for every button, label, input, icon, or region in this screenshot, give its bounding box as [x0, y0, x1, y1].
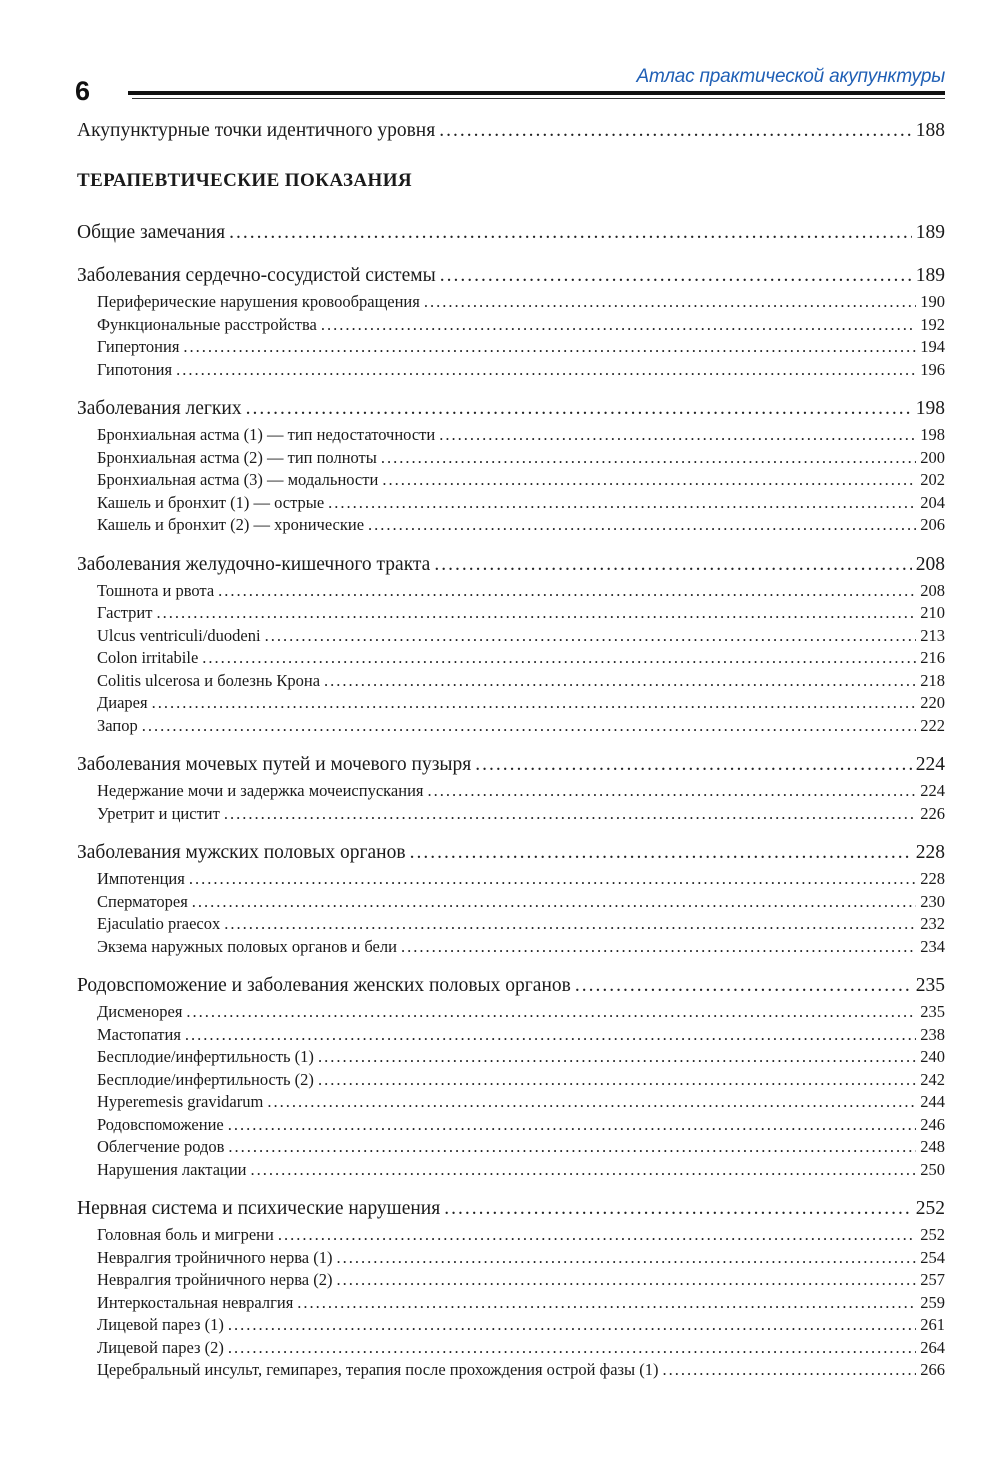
toc-subentry-title: Кашель и бронхит (2) — хронические: [97, 515, 365, 534]
table-of-contents: [77, 116, 945, 1382]
toc-subentry[interactable]: [77, 1247, 945, 1270]
toc-group: [77, 838, 945, 958]
dot-leader: [434, 550, 911, 580]
page-header: [0, 0, 1000, 110]
toc-subentry-title: Бронхиальная астма (2) — тип полноты: [97, 447, 377, 467]
toc-subentry-title: Colon irritabile: [97, 648, 199, 667]
toc-subentry-title: Периферические нарушения кровообращения: [97, 292, 420, 311]
dot-leader: [202, 647, 916, 670]
toc-subentry[interactable]: [77, 715, 945, 738]
dot-leader: [444, 1194, 912, 1224]
toc-subentry-page: 226: [920, 803, 945, 823]
group-spacer: [77, 381, 945, 394]
toc-subentry-title: Невралгия тройничного нерва (2): [97, 1270, 333, 1289]
toc-subentry-page: 192: [920, 314, 945, 334]
toc-chapter-entry[interactable]: [77, 1194, 945, 1224]
toc-chapter-entry[interactable]: [77, 750, 945, 780]
dot-leader: [251, 1159, 917, 1182]
dot-leader: [321, 314, 916, 337]
toc-subentry-title: Дисменорея: [97, 1002, 183, 1021]
toc-subentry-title: Невралгия тройничного нерва (1): [97, 1247, 333, 1267]
toc-subentry[interactable]: [77, 314, 945, 337]
toc-groups: [77, 218, 945, 1382]
dot-leader: [224, 913, 916, 936]
toc-subentry-title: Бронхиальная астма (3) — модальности: [97, 470, 379, 489]
toc-subentry[interactable]: [77, 1001, 945, 1024]
toc-subentry[interactable]: [77, 336, 945, 359]
toc-subentry[interactable]: [77, 1069, 945, 1092]
dot-leader: [297, 1292, 916, 1315]
toc-subentry-title: Ulcus ventriculi/duodeni: [97, 625, 261, 645]
header-rule-thick: [128, 91, 945, 95]
dot-leader: [336, 1269, 916, 1292]
toc-subentry-page: 230: [920, 891, 945, 911]
toc-subentry-page: 218: [920, 670, 945, 690]
toc-chapter-entry-page: 198: [915, 398, 945, 419]
toc-subentry-title: Тошнота и рвота: [97, 580, 215, 600]
toc-subentry[interactable]: [77, 913, 945, 936]
dot-leader: [428, 780, 917, 803]
toc-subentry[interactable]: [77, 514, 945, 537]
toc-group: [77, 750, 945, 825]
toc-subentry[interactable]: [77, 580, 945, 603]
toc-subentry-page: 224: [920, 781, 945, 800]
toc-subentry-page: 246: [920, 1114, 945, 1134]
toc-subentry[interactable]: [77, 625, 945, 648]
toc-subentry[interactable]: [77, 424, 945, 447]
toc-chapter-entry-page: 208: [915, 553, 945, 575]
toc-subentry-title: Запор: [97, 715, 138, 735]
toc-subentry-page: 190: [920, 292, 945, 311]
toc-subentry-page: 250: [920, 1159, 945, 1179]
toc-entry-page: 188: [915, 120, 945, 141]
toc-chapter-entry-page: 189: [915, 222, 945, 243]
dot-leader: [156, 602, 916, 625]
group-spacer: [77, 248, 945, 261]
toc-entry-title: Акупунктурные точки идентичного уровня: [77, 120, 436, 141]
dot-leader: [318, 1046, 916, 1069]
group-spacer: [77, 825, 945, 838]
dot-leader: [183, 336, 916, 359]
toc-chapter-entry[interactable]: [77, 218, 945, 248]
dot-leader: [228, 1136, 916, 1159]
toc-subentry[interactable]: [77, 1314, 945, 1337]
group-spacer: [77, 958, 945, 971]
toc-chapter-entry-title: Заболевания легких: [77, 398, 242, 419]
dot-leader: [439, 116, 912, 146]
toc-subentry[interactable]: [77, 1359, 945, 1382]
dot-leader: [318, 1069, 916, 1092]
toc-chapter-entry[interactable]: [77, 838, 945, 868]
dot-leader: [224, 803, 916, 826]
dot-leader: [176, 359, 916, 382]
toc-subentry-page: 198: [920, 425, 945, 444]
group-spacer: [77, 1181, 945, 1194]
book-title: Атлас практической акупунктуры: [636, 66, 945, 87]
toc-subentry[interactable]: [77, 936, 945, 959]
toc-subentry-page: 240: [920, 1047, 945, 1066]
toc-subentry-page: 232: [920, 914, 945, 933]
dot-leader: [228, 1114, 917, 1137]
dot-leader: [228, 1314, 916, 1337]
toc-subentry[interactable]: [77, 1046, 945, 1069]
dot-leader: [152, 692, 917, 715]
group-spacer: [77, 537, 945, 550]
toc-subentry-title: Hyperemesis gravidarum: [97, 1092, 264, 1111]
toc-subentry-page: 248: [920, 1137, 945, 1156]
dot-leader: [186, 1001, 916, 1024]
toc-subentry-page: 254: [920, 1247, 945, 1267]
toc-subentry[interactable]: [77, 602, 945, 625]
toc-subentry-page: 252: [920, 1225, 945, 1244]
dot-leader: [189, 868, 916, 891]
toc-subentry[interactable]: [77, 469, 945, 492]
toc-subentry-page: 194: [920, 337, 945, 356]
toc-group: [77, 1194, 945, 1382]
toc-subentry[interactable]: [77, 447, 945, 470]
toc-subentry-title: Кашель и бронхит (1) — острые: [97, 492, 325, 512]
toc-subentry[interactable]: [77, 492, 945, 515]
dot-leader: [663, 1359, 917, 1382]
toc-subentry-page: 264: [920, 1337, 945, 1357]
toc-subentry-title: Бесплодие/инфертильность (2): [97, 1069, 314, 1089]
toc-subentry-title: Уретрит и цистит: [97, 803, 220, 823]
toc-subentry-title: Импотенция: [97, 869, 185, 888]
toc-chapter-entry-title: Заболевания мочевых путей и мочевого пузыря: [77, 754, 472, 775]
toc-subentry-page: 196: [920, 359, 945, 379]
toc-subentry-title: Ejaculatio praecox: [97, 914, 221, 933]
toc-subentry[interactable]: [77, 1292, 945, 1315]
toc-chapter-entry-title: Общие замечания: [77, 222, 226, 243]
toc-chapter-entry-page: 224: [915, 754, 945, 775]
toc-subentry-page: 259: [920, 1292, 945, 1312]
dot-leader: [218, 580, 916, 603]
dot-leader: [410, 838, 912, 868]
dot-leader: [439, 424, 916, 447]
toc-group: [77, 218, 945, 248]
dot-leader: [368, 514, 916, 537]
dot-leader: [575, 971, 912, 1001]
toc-subentry-title: Родовспоможение: [97, 1114, 224, 1134]
toc-group: [77, 971, 945, 1181]
toc-subentry-title: Гипотония: [97, 359, 173, 379]
toc-subentry-title: Мастопатия: [97, 1024, 181, 1044]
group-spacer: [77, 737, 945, 750]
section-heading: ТЕРАПЕВТИЧЕСКИЕ ПОКАЗАНИЯ: [77, 170, 413, 191]
dot-leader: [336, 1247, 916, 1270]
toc-subentry[interactable]: [77, 670, 945, 693]
toc-subentry-page: 204: [920, 492, 945, 512]
toc-subentry-page: 213: [920, 625, 945, 645]
toc-chapter-entry[interactable]: [77, 261, 945, 291]
toc-subentry[interactable]: [77, 891, 945, 914]
toc-chapter-entry[interactable]: [77, 971, 945, 1001]
toc-subentry-title: Недержание мочи и задержка мочеиспускания: [97, 781, 424, 800]
dot-leader: [229, 218, 912, 248]
dot-leader: [278, 1224, 916, 1247]
toc-subentry[interactable]: [77, 1024, 945, 1047]
dot-leader: [324, 670, 916, 693]
toc-chapter-entry-page: 228: [915, 842, 945, 863]
toc-chapter-entry-title: Родовспоможение и заболевания женских половых органов: [77, 975, 571, 996]
toc-subentry-title: Диарея: [97, 693, 148, 712]
dot-leader: [440, 261, 912, 291]
toc-subentry[interactable]: [77, 1337, 945, 1360]
toc-subentry-title: Церебральный инсульт, гемипарез, терапия после прохождения острой фазы (1): [97, 1360, 659, 1379]
dot-leader: [267, 1091, 916, 1114]
toc-subentry[interactable]: [77, 1269, 945, 1292]
toc-subentry[interactable]: [77, 803, 945, 826]
dot-leader: [381, 447, 916, 470]
page-number: 6: [75, 76, 91, 106]
toc-subentry[interactable]: [77, 1136, 945, 1159]
toc-subentry-title: Облегчение родов: [97, 1137, 225, 1156]
toc-subentry-page: 222: [920, 715, 945, 735]
toc-subentry-page: 202: [920, 470, 945, 489]
dot-leader: [265, 625, 917, 648]
toc-subentry[interactable]: [77, 692, 945, 715]
toc-subentry-page: 238: [920, 1024, 945, 1044]
toc-subentry-page: 261: [920, 1315, 945, 1334]
toc-subentry-title: Лицевой парез (2): [97, 1337, 224, 1357]
dot-leader: [246, 394, 912, 424]
toc-subentry-page: 228: [920, 869, 945, 888]
toc-subentry-page: 244: [920, 1092, 945, 1111]
toc-subentry-title: Головная боль и мигрени: [97, 1225, 274, 1244]
toc-subentry-title: Лицевой парез (1): [97, 1315, 224, 1334]
toc-chapter-entry-page: 252: [915, 1198, 945, 1219]
toc-subentry-page: 234: [920, 936, 945, 956]
toc-chapter-entry-page: 235: [915, 975, 945, 996]
toc-subentry[interactable]: [77, 359, 945, 382]
toc-subentry[interactable]: [77, 647, 945, 670]
toc-chapter-entry[interactable]: [77, 550, 945, 580]
dot-leader: [382, 469, 916, 492]
toc-chapter-entry-page: 189: [915, 265, 945, 286]
toc-subentry-title: Функциональные расстройства: [97, 314, 317, 334]
dot-leader: [192, 891, 916, 914]
toc-subentry-title: Экзема наружных половых органов и бели: [97, 936, 397, 956]
toc-subentry[interactable]: [77, 1224, 945, 1247]
toc-subentry-page: 220: [920, 693, 945, 712]
toc-group: [77, 394, 945, 537]
toc-subentry-title: Гипертония: [97, 337, 180, 356]
toc-subentry-page: 266: [920, 1360, 945, 1379]
toc-subentry-page: 206: [920, 515, 945, 534]
toc-subentry-title: Сперматорея: [97, 891, 188, 911]
toc-chapter-entry-title: Заболевания желудочно-кишечного тракта: [77, 553, 431, 575]
dot-leader: [424, 291, 916, 314]
toc-chapter-entry-title: Заболевания мужских половых органов: [77, 842, 406, 863]
toc-subentry-title: Интеркостальная невралгия: [97, 1292, 294, 1312]
toc-subentry-title: Бронхиальная астма (1) — тип недостаточности: [97, 425, 436, 444]
header-rule-thin: [132, 98, 945, 99]
toc-subentry-title: Гастрит: [97, 603, 153, 622]
toc-subentry-page: 210: [920, 603, 945, 622]
toc-chapter-entry[interactable]: [77, 394, 945, 424]
toc-subentry-title: Нарушения лактации: [97, 1159, 247, 1179]
toc-subentry-page: 216: [920, 648, 945, 667]
dot-leader: [185, 1024, 916, 1047]
toc-subentry-page: 242: [920, 1069, 945, 1089]
toc-group: [77, 261, 945, 381]
toc-chapter-entry-title: Заболевания сердечно-сосудистой системы: [77, 265, 436, 286]
toc-subentry-page: 200: [920, 447, 945, 467]
toc-subentry-title: Бесплодие/инфертильность (1): [97, 1047, 314, 1066]
toc-subentry-page: 208: [920, 580, 945, 600]
dot-leader: [328, 492, 916, 515]
dot-leader: [401, 936, 916, 959]
toc-subentry[interactable]: [77, 1114, 945, 1137]
dot-leader: [228, 1337, 916, 1360]
dot-leader: [142, 715, 917, 738]
toc-subentry[interactable]: [77, 1091, 945, 1114]
toc-subentry[interactable]: [77, 868, 945, 891]
toc-group: [77, 550, 945, 738]
toc-subentry[interactable]: [77, 1159, 945, 1182]
toc-chapter-entry-title: Нервная система и психические нарушения: [77, 1198, 441, 1219]
dot-leader: [475, 750, 912, 780]
toc-subentry-page: 257: [920, 1270, 945, 1289]
toc-subentry[interactable]: [77, 780, 945, 803]
toc-subentry[interactable]: [77, 291, 945, 314]
toc-entry[interactable]: [77, 116, 945, 146]
toc-subentry-page: 235: [920, 1002, 945, 1021]
toc-subentry-title: Colitis ulcerosa и болезнь Крона: [97, 670, 321, 690]
